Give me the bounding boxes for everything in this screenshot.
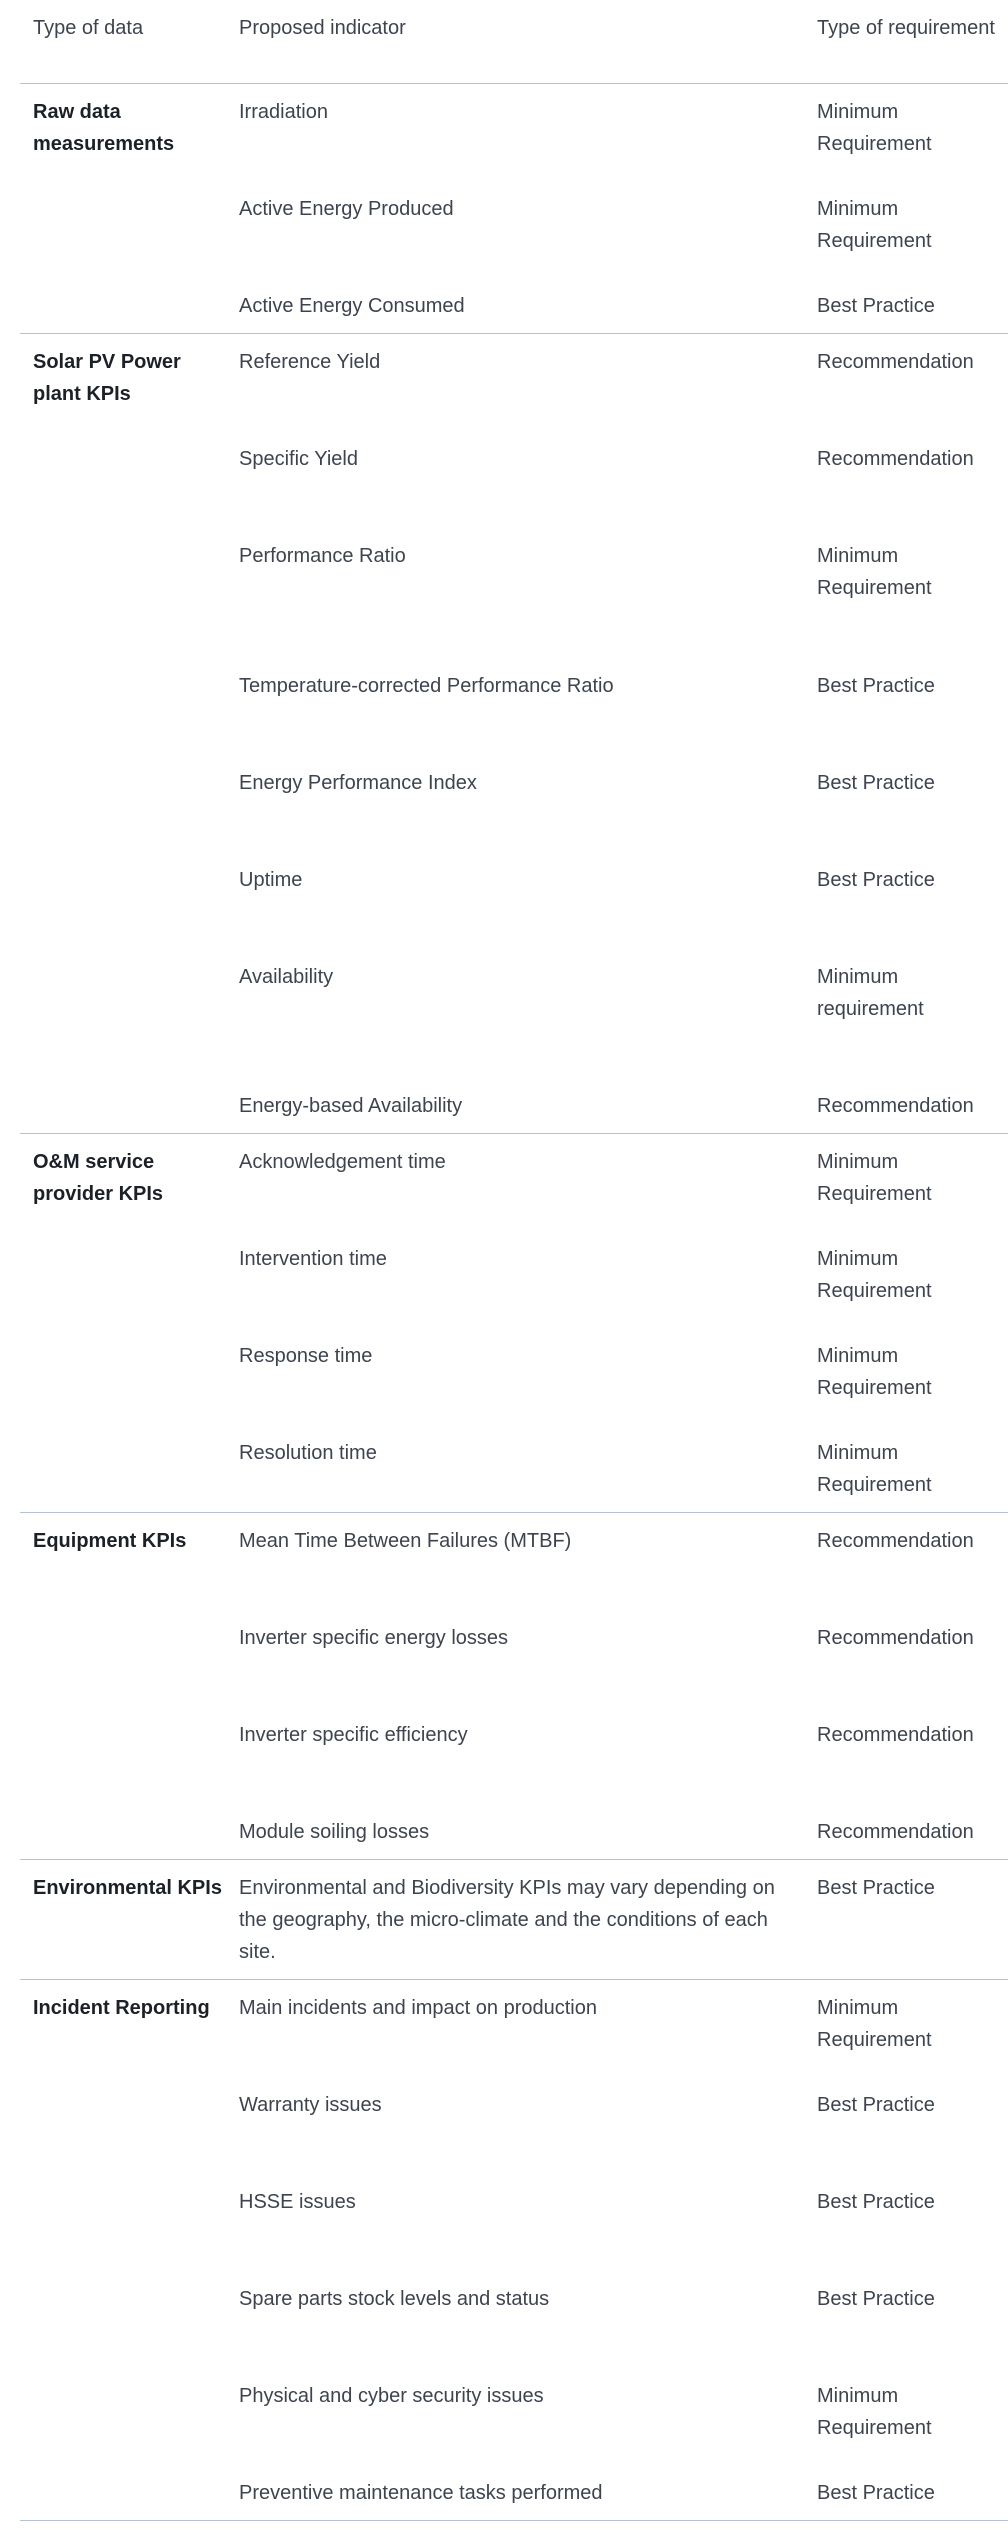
requirement-cell: Recommendation (817, 1821, 974, 1843)
indicator-cell: Intervention time (239, 1248, 387, 1270)
header-type-of-requirement: Type of requirement (817, 17, 995, 39)
requirement-cell: Recommendation (817, 1095, 974, 1117)
indicator-cell: Environmental and Biodiversity KPIs may vary depending on the geography, the micro-climate and the conditions of each site. (239, 1877, 775, 1963)
indicator-cell: Module soiling losses (239, 1821, 430, 1843)
indicator-cell: Inverter specific efficiency (239, 1724, 468, 1746)
group-label: Solar PV Power plant KPIs (33, 351, 181, 405)
header-proposed-indicator: Proposed indicator (239, 17, 406, 39)
requirement-cell: Best Practice (817, 675, 935, 697)
requirement-cell: Recommendation (817, 448, 974, 470)
indicator-cell: Resolution time (239, 1442, 377, 1464)
indicator-cell: Spare parts stock levels and status (239, 2288, 550, 2310)
requirement-cell: Minimum Requirement (817, 1345, 932, 1399)
group-label: O&M service provider KPIs (33, 1151, 164, 1205)
requirement-cell: Minimum Requirement (817, 1151, 932, 1205)
indicator-cell: HSSE issues (239, 2191, 356, 2213)
requirement-cell: Recommendation (817, 351, 974, 373)
indicator-cell: Response time (239, 1345, 373, 1367)
indicator-cell: Performance Ratio (239, 545, 406, 567)
table-header (20, 0, 1008, 84)
group-label: Raw data measurements (33, 101, 175, 155)
indicator-cell: Warranty issues (239, 2094, 382, 2116)
group-plant-kpis (20, 334, 1008, 1134)
requirement-cell: Recommendation (817, 1724, 974, 1746)
requirement-cell: Minimum Requirement (817, 1442, 932, 1496)
indicator-cell: Irradiation (239, 101, 328, 123)
requirement-cell: Minimum Requirement (817, 1248, 932, 1302)
indicator-cell: Main incidents and impact on production (239, 1997, 597, 2019)
indicator-cell: Energy-based Availability (239, 1095, 463, 1117)
indicator-cell: Active Energy Produced (239, 198, 454, 220)
requirement-cell: Recommendation (817, 1530, 974, 1552)
indicator-cell: Temperature-corrected Performance Ratio (239, 675, 614, 697)
indicator-cell: Availability (239, 966, 334, 988)
group-label: Equipment KPIs (33, 1530, 187, 1552)
requirement-cell: Best Practice (817, 1877, 935, 1899)
header-type-of-data: Type of data (33, 17, 144, 39)
group-label: Environmental KPIs (33, 1877, 222, 1899)
indicator-cell: Acknowledgement time (239, 1151, 446, 1173)
group-raw-data (20, 84, 1008, 334)
requirement-cell: Best Practice (817, 2482, 935, 2504)
indicator-cell: Preventive maintenance tasks performed (239, 2482, 603, 2504)
group-equipment-kpis (20, 1513, 1008, 1860)
requirement-cell: Minimum Requirement (817, 198, 932, 252)
requirement-cell: Recommendation (817, 1627, 974, 1649)
indicator-cell: Physical and cyber security issues (239, 2385, 544, 2407)
indicator-cell: Reference Yield (239, 351, 381, 373)
indicator-cell: Energy Performance Index (239, 772, 477, 794)
requirement-cell: Minimum Requirement (817, 101, 932, 155)
requirement-cell: Best Practice (817, 295, 935, 317)
indicator-cell: Specific Yield (239, 448, 358, 470)
requirement-cell: Best Practice (817, 869, 935, 891)
group-environmental-kpis (20, 1860, 1008, 1980)
requirement-cell: Best Practice (817, 2288, 935, 2310)
requirement-cell: Best Practice (817, 2191, 935, 2213)
group-incident-reporting (20, 1980, 1008, 2521)
indicator-cell: Mean Time Between Failures (MTBF) (239, 1530, 572, 1552)
group-label: Incident Reporting (33, 1997, 210, 2019)
indicator-cell: Uptime (239, 869, 303, 891)
requirement-cell: Best Practice (817, 2094, 935, 2116)
requirement-cell: Minimum requirement (817, 966, 924, 1020)
indicator-cell: Active Energy Consumed (239, 295, 465, 317)
requirement-cell: Best Practice (817, 772, 935, 794)
requirement-cell: Minimum Requirement (817, 1997, 932, 2051)
requirement-cell: Minimum Requirement (817, 545, 932, 599)
requirement-cell: Minimum Requirement (817, 2385, 932, 2439)
indicator-cell: Inverter specific energy losses (239, 1627, 509, 1649)
group-om-kpis (20, 1134, 1008, 1513)
